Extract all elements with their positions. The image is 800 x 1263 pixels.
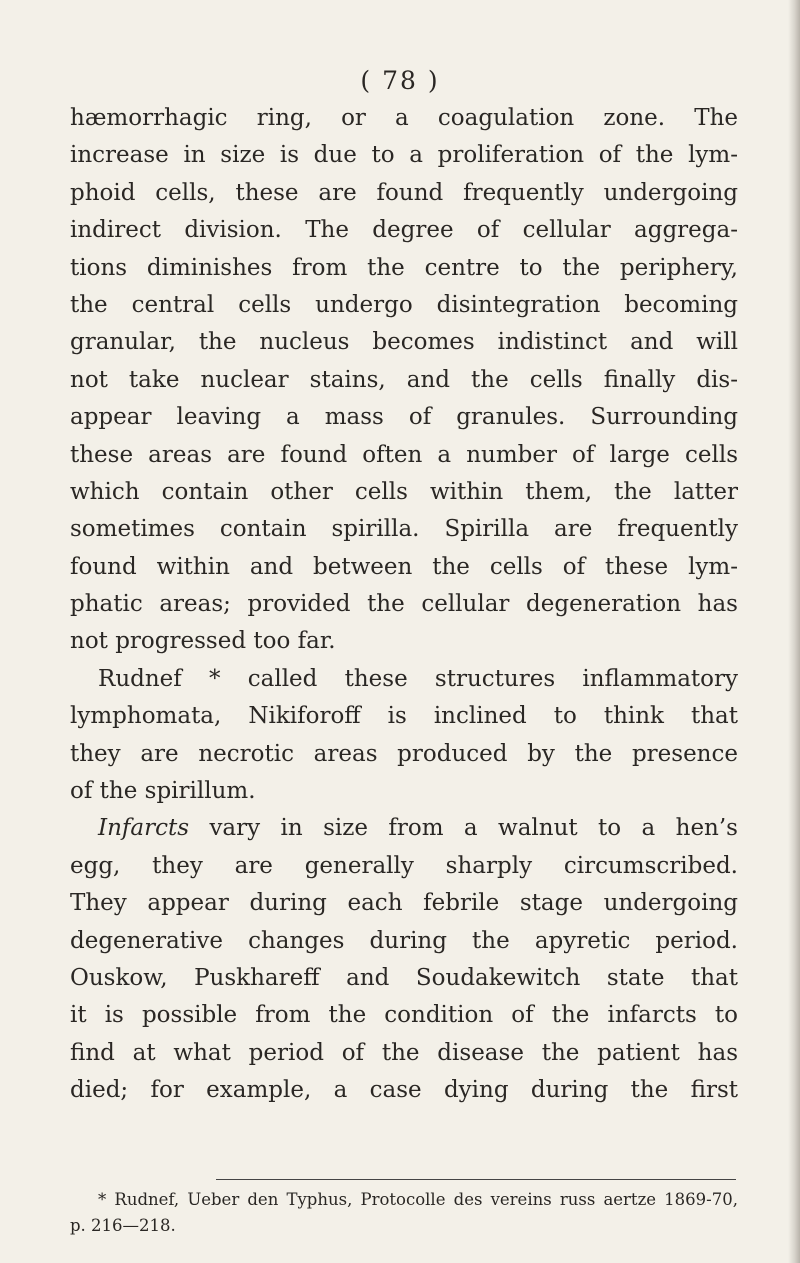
text-line: they are necrotic areas produced by the presence — [70, 740, 738, 767]
text-line: Infarcts vary in size from a walnut to a hen’s — [98, 815, 738, 842]
text-line: died; for example, a case dying during the first — [70, 1077, 738, 1104]
page-edge-shadow — [788, 0, 800, 1263]
footnotes — [70, 1187, 738, 1239]
text-line: degenerative changes during the apyretic period. — [70, 927, 738, 954]
text-line: hæmorrhagic ring, or a coagulation zone. The — [70, 105, 738, 131]
text-line: these areas are found often a number of large cells — [70, 441, 738, 468]
text-line: egg, they are generally sharply circumscribed. — [70, 852, 738, 879]
text-line: lymphomata, Nikiforoff is inclined to think that — [70, 703, 738, 730]
text-line: phoid cells, these are found frequently undergoing — [70, 179, 738, 206]
text-line: indirect division. The degree of cellular aggrega- — [70, 217, 738, 244]
text-line: phatic areas; provided the cellular degeneration has — [70, 591, 738, 618]
text-line: which contain other cells within them, the latter — [70, 478, 738, 505]
footnote-line: p. 216—218. — [70, 1216, 176, 1235]
footnote-line: * Rudnef, Ueber den Typhus, Protocolle des vereins russ aertze 1869-70, — [98, 1190, 738, 1209]
text-line: tions diminishes from the centre to the periphery, — [70, 254, 738, 281]
text-line: found within and between the cells of these lym- — [70, 553, 738, 580]
text-line: They appear during each febrile stage undergoing — [70, 890, 738, 917]
text-line: it is possible from the condition of the infarcts to — [70, 1002, 738, 1029]
text-line: Ouskow, Puskhareff and Soudakewitch state that — [70, 964, 738, 991]
text-line: the central cells undergo disintegration becoming — [70, 291, 738, 318]
page-number: ( 78 ) — [360, 66, 440, 95]
text-line: sometimes contain spirilla. Spirilla are frequently — [70, 516, 738, 543]
text-line: not take nuclear stains, and the cells finally dis- — [70, 366, 738, 393]
footnote-divider — [216, 1179, 736, 1180]
text-line: granular, the nucleus becomes indistinct and will — [70, 329, 738, 356]
text-line: increase in size is due to a proliferation of the lym- — [70, 142, 738, 169]
text-line: find at what period of the disease the patient has — [70, 1039, 738, 1066]
text-line: Rudnef * called these structures inflammatory — [98, 665, 738, 692]
text-line: of the spirillum. — [70, 778, 256, 805]
text-line: not progressed too far. — [70, 628, 336, 655]
body-text — [70, 100, 738, 1110]
text-line: appear leaving a mass of granules. Surrounding — [70, 404, 738, 431]
italic-term: Infarcts — [98, 815, 190, 842]
